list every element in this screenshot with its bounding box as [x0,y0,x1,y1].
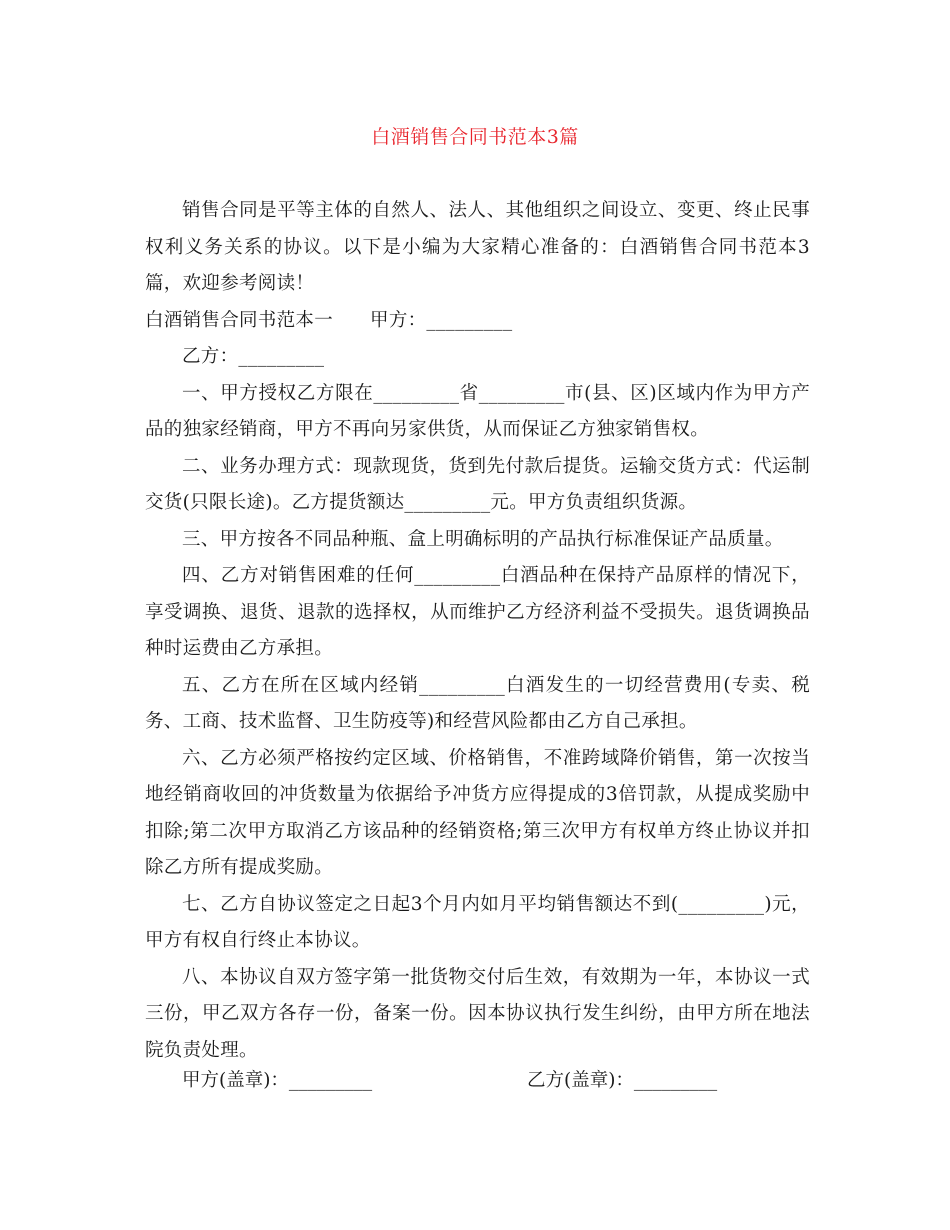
clause-6: 六、乙方必须严格按约定区域、价格销售，不准跨域降价销售，第一次按当地经销商收回的冲货数量为依据给予冲货方应得提成的3倍罚款，从提成奖励中扣除;第二次甲方取消乙方该品种的经销资格;第三次甲方有权单方终止协议并扣除乙方所有提成奖励。 [145,747,810,878]
signature-party-b: 乙方(盖章)：_________ [527,1070,718,1091]
party-a-field: 甲方：_________ [370,309,513,331]
clause-4: 四、乙方对销售困难的任何_________白酒品种在保持产品原样的情况下，享受调换、退货、退款的选择权，从而维护乙方经济利益不受损失。退货调换品种时运费由乙方承担。 [145,565,810,659]
document-body [145,193,810,1069]
party-b-field: 乙方：_________ [182,346,325,367]
clause-1: 一、甲方授权乙方限在_________省_________市(县、区)区域内作为甲方产品的独家经销商，甲方不再向另家供货，从而保证乙方独家销售权。 [145,382,810,440]
section-heading-line [145,303,810,340]
clause-2: 二、业务办理方式：现款现货，货到先付款后提货。运输交货方式：代运制交货(只限长途)。乙方提货额达_________元。甲方负责组织货源。 [145,455,810,513]
clause-5: 五、乙方在所在区域内经销_________白酒发生的一切经营费用(专卖、税务、工商、技术监督、卫生防疫等)和经营风险都由乙方自己承担。 [145,674,810,732]
signature-party-a: 甲方(盖章)：_________ [182,1070,373,1091]
clause-3: 三、甲方按各不同品种瓶、盒上明确标明的产品执行标准保证产品质量。 [182,528,784,550]
clause-7: 七、乙方自协议签定之日起3个月内如月平均销售额达不到(_________)元，甲方有权自行终止本协议。 [145,893,810,951]
section-heading: 白酒销售合同书范本一 [145,309,334,331]
document-title: 白酒销售合同书范本3篇 [371,126,579,148]
intro-paragraph: 销售合同是平等主体的自然人、法人、其他组织之间设立、变更、终止民事权利义务关系的协议。以下是小编为大家精心准备的：白酒销售合同书范本3篇，欢迎参考阅读！ [145,200,810,294]
clause-8: 八、本协议自双方签字第一批货物交付后生效，有效期为一年，本协议一式三份，甲乙双方各存一份，备案一份。因本协议执行发生纠纷，由甲方所在地法院负责处理。 [145,966,810,1061]
